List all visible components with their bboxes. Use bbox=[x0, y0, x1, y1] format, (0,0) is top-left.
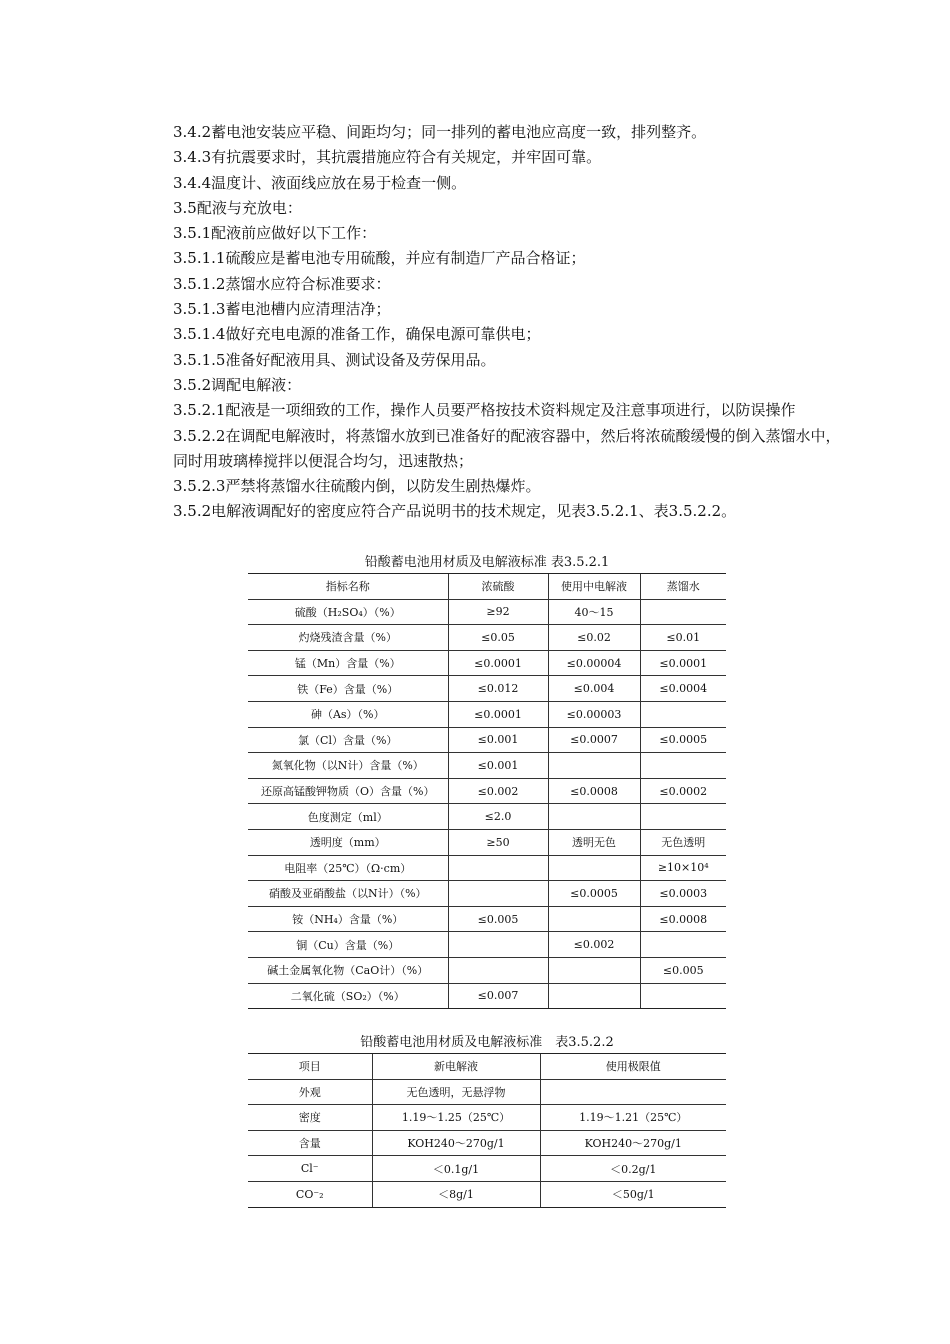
table-cell bbox=[640, 701, 726, 727]
table-cell: 无色透明 bbox=[640, 829, 726, 855]
table-cell bbox=[640, 983, 726, 1009]
table-cell: ≤0.0001 bbox=[448, 650, 548, 676]
table-cell: KOH240～270g/1 bbox=[540, 1130, 726, 1156]
table-header-row bbox=[248, 574, 726, 600]
table-cell: Cl⁻ bbox=[248, 1156, 372, 1182]
table-row bbox=[248, 1130, 726, 1156]
table-cell: 1.19～1.25（25℃） bbox=[372, 1105, 540, 1131]
table1-caption: 铅酸蓄电池用材质及电解液标准 表3.5.2.1 bbox=[364, 555, 610, 570]
table-cell: ≤0.0008 bbox=[548, 778, 640, 804]
table-cell bbox=[548, 983, 640, 1009]
table-cell: ≤0.0001 bbox=[640, 650, 726, 676]
table-cell: 铁（Fe）含量（%） bbox=[248, 676, 448, 702]
table-cell: ≤0.002 bbox=[548, 932, 640, 958]
table-cell: 密度 bbox=[248, 1105, 372, 1131]
table-cell: 砷（As）（%） bbox=[248, 701, 448, 727]
paragraph: 3.5.2.1配液是一项细致的工作，操作人员要严格按技术资料规定及注意事项进行，以防误操作 bbox=[173, 401, 796, 420]
table-cell: ≥92 bbox=[448, 599, 548, 625]
table-cell: ≤0.0007 bbox=[548, 727, 640, 753]
table-cell: 灼烧残渣含量（%） bbox=[248, 625, 448, 651]
table-cell: ≤0.002 bbox=[448, 778, 548, 804]
table-cell bbox=[548, 855, 640, 881]
table-row bbox=[248, 855, 726, 881]
table-cell: ≤0.001 bbox=[448, 753, 548, 779]
table-row bbox=[248, 906, 726, 932]
table-cell: ≤0.0003 bbox=[640, 881, 726, 907]
table-cell bbox=[640, 599, 726, 625]
table-row bbox=[248, 1105, 726, 1131]
table-cell: 碱土金属氧化物（CaO计）（%） bbox=[248, 957, 448, 983]
table-cell: ≤0.0001 bbox=[448, 701, 548, 727]
table-cell: 氯（Cl）含量（%） bbox=[248, 727, 448, 753]
table-cell: 铵（NH₄）含量（%） bbox=[248, 906, 448, 932]
table-cell: ≤0.007 bbox=[448, 983, 548, 1009]
table2-caption: 铅酸蓄电池用材质及电解液标准 表3.5.2.2 bbox=[360, 1035, 614, 1050]
table-cell bbox=[548, 753, 640, 779]
paragraph: 3.4.4温度计、液面线应放在易于检查一侧。 bbox=[173, 173, 467, 192]
table-cell: ≤0.0008 bbox=[640, 906, 726, 932]
table-cell: ≤0.02 bbox=[548, 625, 640, 651]
table-cell: 硝酸及亚硝酸盐（以N计）（%） bbox=[248, 881, 448, 907]
table-cell: 40～15 bbox=[548, 599, 640, 625]
table-cell: 无色透明，无悬浮物 bbox=[372, 1079, 540, 1105]
table-cell: ＜8g/1 bbox=[372, 1181, 540, 1207]
table-cell: ≤0.0005 bbox=[548, 881, 640, 907]
table-row bbox=[248, 753, 726, 779]
table-cell: 指标名称 bbox=[248, 574, 448, 600]
table-cell bbox=[448, 881, 548, 907]
paragraph: 3.5.2调配电解液： bbox=[173, 375, 302, 394]
table-row bbox=[248, 983, 726, 1009]
table-row bbox=[248, 957, 726, 983]
table-cell: 1.19～1.21（25℃） bbox=[540, 1105, 726, 1131]
table-row bbox=[248, 829, 726, 855]
table-cell bbox=[448, 957, 548, 983]
table-cell: ≤0.01 bbox=[640, 625, 726, 651]
table-cell: 外观 bbox=[248, 1079, 372, 1105]
table-cell: ＜0.1g/1 bbox=[372, 1156, 540, 1182]
table-cell bbox=[640, 804, 726, 830]
table-cell: ＜0.2g/1 bbox=[540, 1156, 726, 1182]
table-cell: 还原高锰酸钾物质（O）含量（%） bbox=[248, 778, 448, 804]
table-cell bbox=[548, 906, 640, 932]
table-cell: 氮氧化物（以N计）含量（%） bbox=[248, 753, 448, 779]
table-cell: ≤0.00004 bbox=[548, 650, 640, 676]
table-cell: 色度测定（ml） bbox=[248, 804, 448, 830]
table-row bbox=[248, 932, 726, 958]
table-row bbox=[248, 1156, 726, 1182]
table-cell: KOH240～270g/1 bbox=[372, 1130, 540, 1156]
table-cell: ≤0.012 bbox=[448, 676, 548, 702]
table-cell: ≥50 bbox=[448, 829, 548, 855]
table-cell: ≤0.00003 bbox=[548, 701, 640, 727]
table-cell: 透明度（mm） bbox=[248, 829, 448, 855]
table-row bbox=[248, 881, 726, 907]
paragraph: 3.5配液与充放电： bbox=[173, 198, 302, 217]
paragraph: 3.5.1.2蒸馏水应符合标准要求： bbox=[173, 274, 391, 293]
table-cell: ≤0.0002 bbox=[640, 778, 726, 804]
table-cell: ≤0.005 bbox=[640, 957, 726, 983]
paragraph: 3.5.1.1硫酸应是蓄电池专用硫酸，并应有制造厂产品合格证； bbox=[173, 249, 586, 268]
paragraph: 3.5.1.5准备好配液用具、测试设备及劳保用品。 bbox=[173, 350, 496, 369]
table-cell: 蒸馏水 bbox=[640, 574, 726, 600]
table-row bbox=[248, 599, 726, 625]
table-row bbox=[248, 1181, 726, 1207]
paragraph: 3.5.2电解液调配好的密度应符合产品说明书的技术规定，见表3.5.2.1、表3.5.2.2。 bbox=[173, 502, 737, 521]
table-cell: 含量 bbox=[248, 1130, 372, 1156]
paragraph: 3.5.2.3严禁将蒸馏水往硫酸内倒，以防发生剧热爆炸。 bbox=[173, 477, 541, 496]
table-cell: ≤0.05 bbox=[448, 625, 548, 651]
table-row bbox=[248, 804, 726, 830]
body-text bbox=[173, 120, 853, 525]
table-cell: ≤0.0004 bbox=[640, 676, 726, 702]
table-cell: 锰（Mn）含量（%） bbox=[248, 650, 448, 676]
table-row bbox=[248, 701, 726, 727]
paragraph: 3.5.1配液前应做好以下工作： bbox=[173, 224, 377, 243]
table-cell bbox=[448, 932, 548, 958]
table-cell bbox=[548, 804, 640, 830]
table-cell: ≤2.0 bbox=[448, 804, 548, 830]
paragraph: 3.5.1.3蓄电池槽内应清理洁净； bbox=[173, 300, 391, 319]
table-row bbox=[248, 778, 726, 804]
table-3-5-2-1 bbox=[248, 573, 726, 1009]
table-row bbox=[248, 676, 726, 702]
table-cell: 硫酸（H₂SO₄）（%） bbox=[248, 599, 448, 625]
table-cell: 使用中电解液 bbox=[548, 574, 640, 600]
table-cell: 透明无色 bbox=[548, 829, 640, 855]
paragraph: 3.5.2.2在调配电解液时，将蒸馏水放到已准备好的配液容器中，然后将浓硫酸缓慢的倒入蒸馏水中，同时用玻璃棒搅拌以便混合均匀，迅速散热； bbox=[173, 426, 841, 470]
table-row bbox=[248, 1079, 726, 1105]
paragraph: 3.4.2蓄电池安装应平稳、间距均匀；同一排列的蓄电池应高度一致，排列整齐。 bbox=[173, 123, 707, 141]
paragraph: 3.4.3有抗震要求时，其抗震措施应符合有关规定，并牢固可靠。 bbox=[173, 148, 602, 167]
table-cell bbox=[640, 932, 726, 958]
table-cell: 浓硫酸 bbox=[448, 574, 548, 600]
table-cell: ≤0.0005 bbox=[640, 727, 726, 753]
paragraph: 3.5.1.4做好充电电源的准备工作，确保电源可靠供电； bbox=[173, 325, 541, 344]
table-cell: ≤0.005 bbox=[448, 906, 548, 932]
table-cell: 电阻率（25℃）（Ω·cm） bbox=[248, 855, 448, 881]
table-cell bbox=[640, 753, 726, 779]
table-cell: ≤0.004 bbox=[548, 676, 640, 702]
table-cell: 二氧化硫（SO₂）（%） bbox=[248, 983, 448, 1009]
table-row bbox=[248, 650, 726, 676]
table-cell bbox=[540, 1079, 726, 1105]
table-cell: 新电解液 bbox=[372, 1054, 540, 1080]
table-3-5-2-2 bbox=[248, 1053, 726, 1208]
table-header-row bbox=[248, 1054, 726, 1080]
table-cell bbox=[548, 957, 640, 983]
table-cell: 使用极限值 bbox=[540, 1054, 726, 1080]
table-cell bbox=[448, 855, 548, 881]
table-cell: CO⁻₂ bbox=[248, 1181, 372, 1207]
table-row bbox=[248, 625, 726, 651]
table-cell: ＜50g/1 bbox=[540, 1181, 726, 1207]
table-cell: ≤0.001 bbox=[448, 727, 548, 753]
table-cell: ≥10×10⁴ bbox=[640, 855, 726, 881]
table-row bbox=[248, 727, 726, 753]
table-cell: 项目 bbox=[248, 1054, 372, 1080]
table-cell: 铜（Cu）含量（%） bbox=[248, 932, 448, 958]
